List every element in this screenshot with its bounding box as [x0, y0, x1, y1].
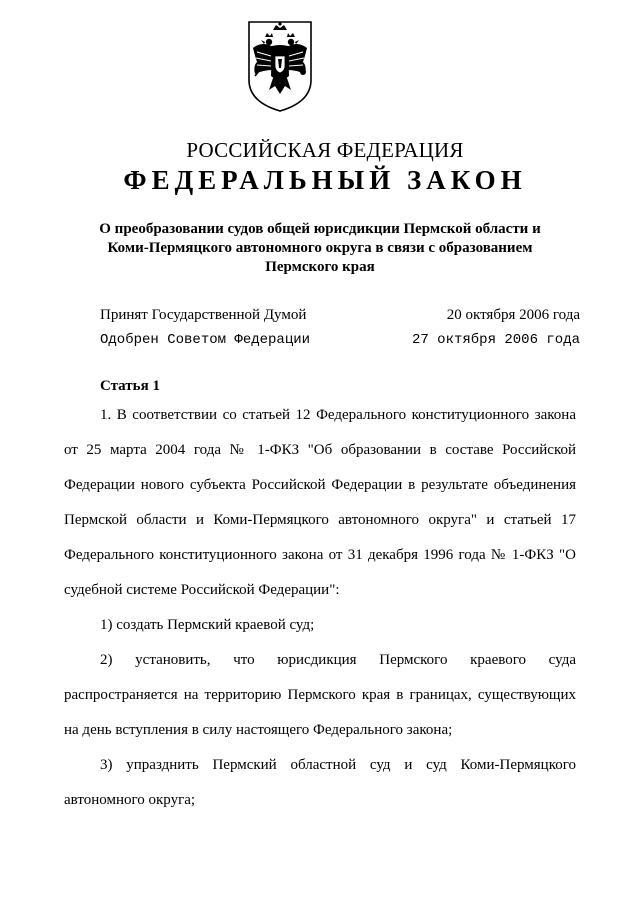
article-heading: Статья 1	[100, 378, 160, 394]
law-type-heading: ФЕДЕРАЛЬНЫЙ ЗАКОН	[123, 165, 527, 195]
law-title-line: О преобразовании судов общей юрисдикции Пермской области и	[99, 221, 541, 237]
law-title-line: Коми-Пермяцкого автономного округа в связи с образованием	[107, 240, 533, 256]
law-title	[40, 220, 600, 277]
country-heading: РОССИЙСКАЯ ФЕДЕРАЦИЯ	[186, 138, 464, 162]
article-paragraph: 3) упразднить Пермский областной суд и суд Коми-Пермяцкого автономного округа;	[64, 757, 576, 808]
russian-coat-of-arms-icon	[245, 18, 315, 114]
article-paragraph: 1. В соответствии со статьей 12 Федерального конституционного закона от 25 марта 2004 года № 1-ФКЗ "Об образовании в составе Российской Федерации нового субъекта Российской Федерации в результате объединения Пермской области и Коми-Пермяцкого автономного округа" и статьей 17 Федерального конституционного закона от 31 декабря 1996 года № 1-ФКЗ "О судебной системе Российской Федерации":	[64, 407, 576, 598]
duma-label: Принят Государственной Думой	[100, 307, 307, 323]
article-paragraph: 2) установить, что юрисдикция Пермского краевого суда распространяется на территорию Пермского края в границах, существующих на день вступления в силу настоящего Федерального закона;	[64, 652, 576, 738]
article-body	[64, 398, 576, 818]
law-title-line: Пермского края	[265, 259, 375, 275]
article-paragraph: 1) создать Пермский краевой суд;	[100, 617, 315, 633]
duma-date: 20 октября 2006 года	[446, 307, 580, 323]
council-date: 27 октября 2006 года	[411, 332, 580, 348]
council-label: Одобрен Советом Федерации	[100, 332, 311, 348]
